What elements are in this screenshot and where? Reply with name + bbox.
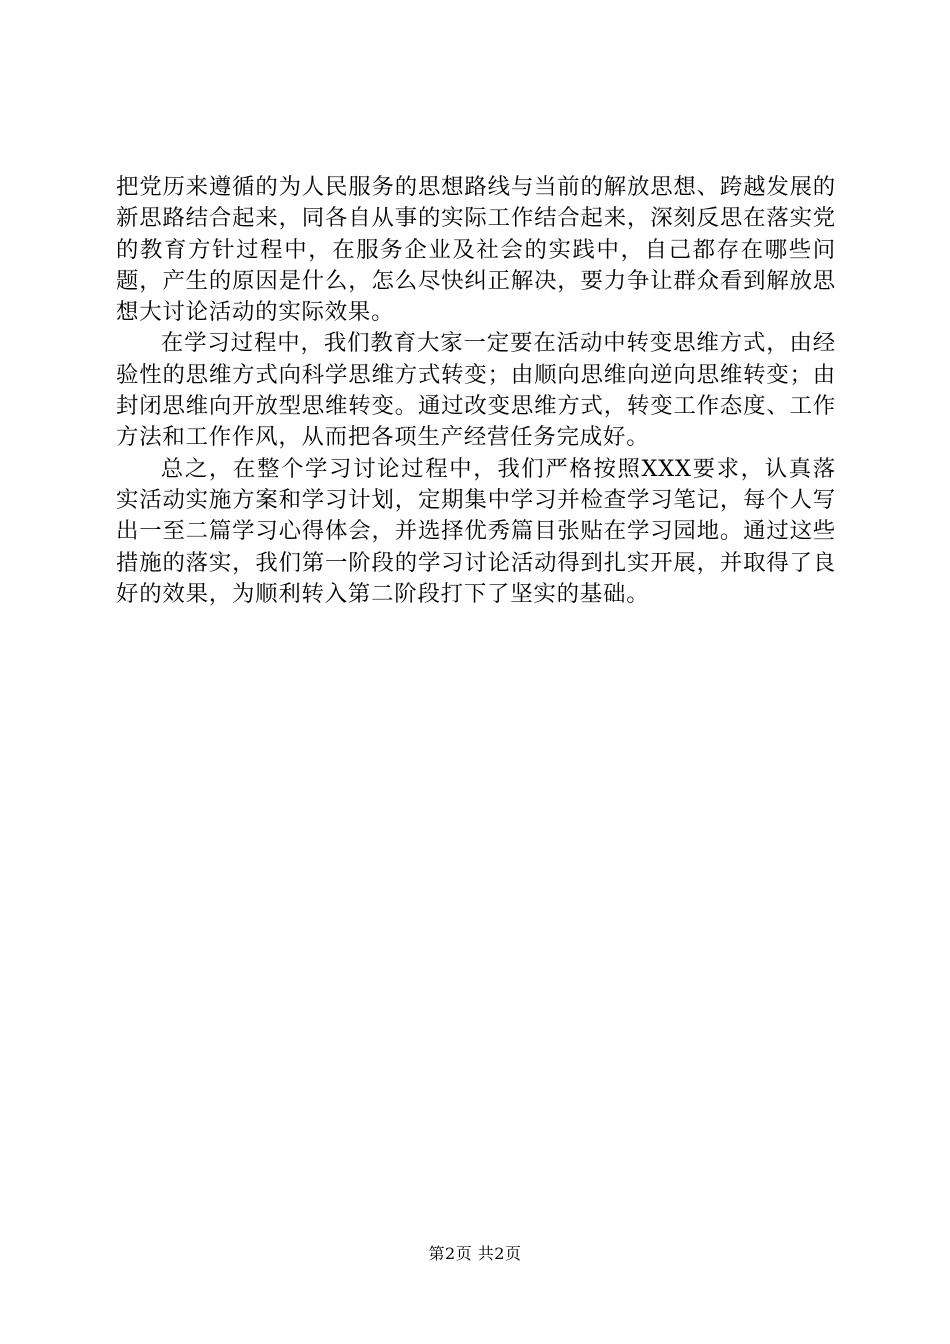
paragraph-continuation: 把党历来遵循的为人民服务的思想路线与当前的解放思想、跨越发展的新思路结合起来，同各自从事的实际工作结合起来，深刻反思在落实党的教育方针过程中，在服务企业及社会的实践中，自己都存在哪些问题，产生的原因是什么，怎么尽快纠正解决，要力争让群众看到解放思想大讨论活动的实际效果。 [116,174,836,326]
paragraph-summary: 总之，在整个学习讨论过程中，我们严格按照XXX要求，认真落实活动实施方案和学习计划，定期集中学习并检查学习笔记，每个人写出一至二篇学习心得体会，并选择优秀篇目张贴在学习园地。通过这些措施的落实，我们第一阶段的学习讨论活动得到扎实开展，并取得了良好的效果，为顺利转入第二阶段打下了坚实的基础。 [116,455,836,607]
paragraph-thinking-change: 在学习过程中，我们教育大家一定要在活动中转变思维方式，由经验性的思维方式向科学思维方式转变；由顺向思维向逆向思维转变；由封闭思维向开放型思维转变。通过改变思维方式，转变工作态度、工作方法和工作作风，从而把各项生产经营任务完成好。 [116,330,836,451]
document-body [116,172,836,610]
page-number-footer: 第2页 共2页 [428,1244,522,1263]
